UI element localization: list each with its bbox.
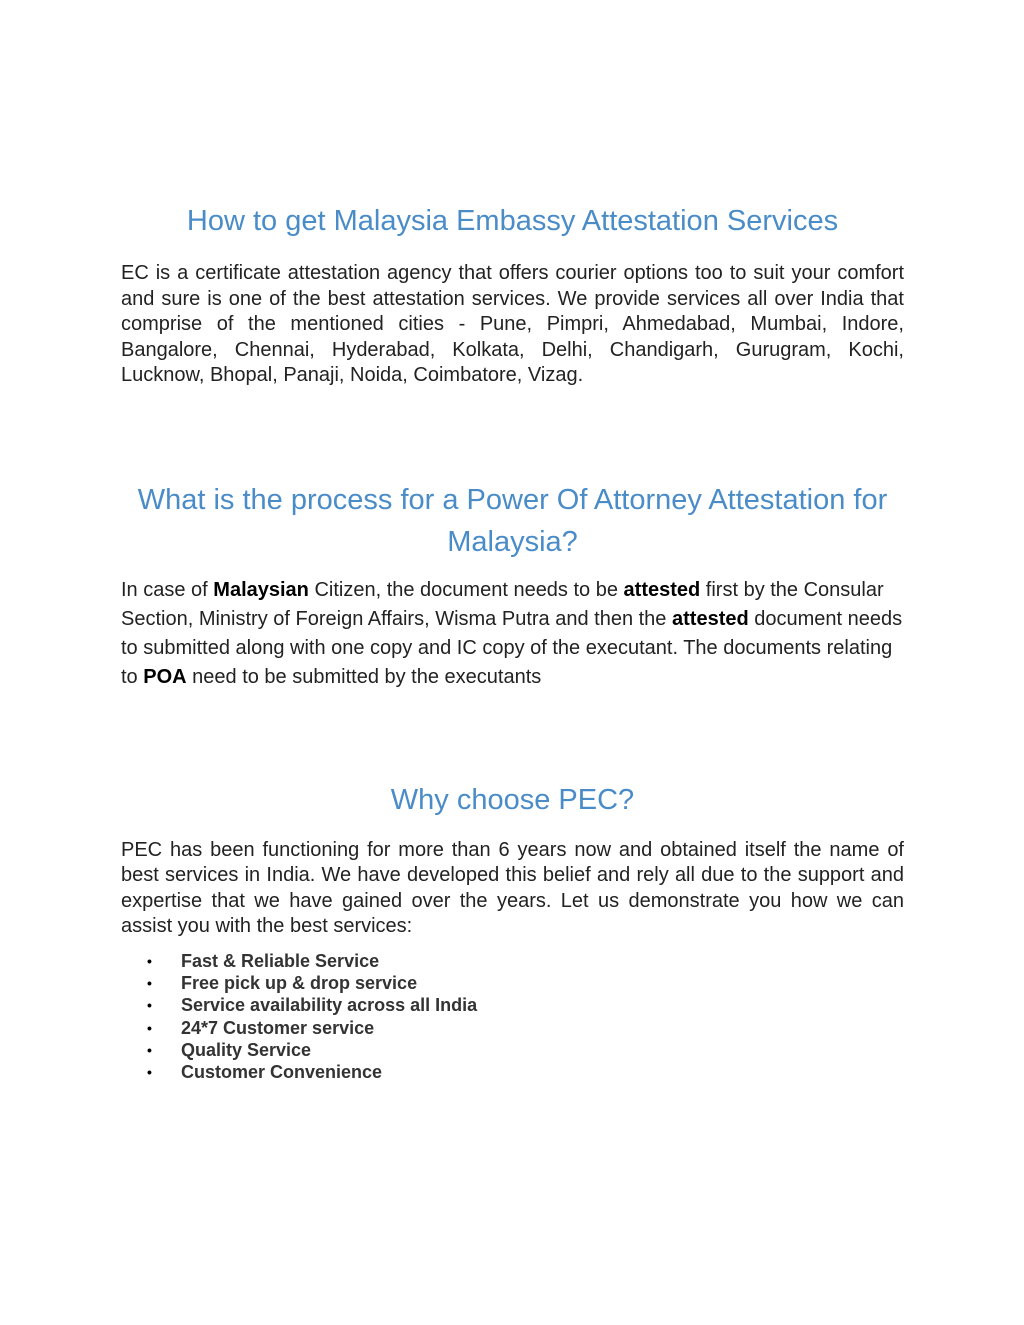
list-item-label: Fast & Reliable Service (181, 951, 380, 971)
bold-malaysian: Malaysian (213, 579, 309, 601)
text-run: need to be submitted by the executants (186, 666, 542, 688)
list-item (121, 994, 904, 1016)
list-item-label: 24*7 Customer service (181, 1017, 375, 1038)
bold-attested: attested (623, 579, 701, 601)
bullet-icon: • (147, 997, 152, 1014)
list-item (121, 972, 904, 994)
feature-list (121, 950, 904, 1083)
list-item (121, 1039, 904, 1061)
bold-attested: attested (672, 608, 749, 630)
list-item (121, 1061, 904, 1083)
text-run: first by the Consular Section, Ministry of Foreign Affairs, Wisma Putra and then the (121, 579, 884, 630)
list-item-label: Quality Service (181, 1039, 312, 1060)
why-choose-paragraph: PEC has been functioning for more than 6 years now and obtained itself the name of best services in India. We have developed this belief and rely all due to the support and expertise that we have gained over the years. Let us demonstrate you how we can assist you with the best services: (121, 839, 904, 937)
list-item (121, 1017, 904, 1039)
list-item-label: Service availability across all India (181, 995, 478, 1016)
bullet-icon: • (147, 1041, 152, 1058)
poa-process-paragraph (121, 576, 904, 692)
section-heading-poa-process: What is the process for a Power Of Attorney Attestation for Malaysia? (137, 484, 888, 558)
bullet-icon: • (147, 953, 152, 969)
text-run: Citizen, the document needs to be (308, 579, 624, 601)
list-item-label: Customer Convenience (181, 1062, 383, 1083)
bold-poa: POA (143, 666, 187, 688)
section-heading-why-choose: Why choose PEC? (390, 784, 635, 816)
section-heading-malaysia-attestation: How to get Malaysia Embassy Attestation Services (186, 205, 839, 237)
intro-paragraph: EC is a certificate attestation agency that offers courier options too to suit your comfort and sure is one of the best attestation services. We provide services all over India that comprise of the mentioned cities - Pune, Pimpri, Ahmedabad, Mumbai, Indore, Bangalore, Chennai, Hyderabad, Kolkata, Delhi, Chandigarh, Gurugram, Kochi, Lucknow, Bhopal, Panaji, Noida, Coimbatore, Vizag. (121, 262, 904, 386)
list-item-label: Free pick up & drop service (181, 973, 418, 994)
bullet-icon: • (147, 1019, 152, 1036)
bullet-icon: • (147, 1064, 152, 1081)
text-run: In case of (121, 579, 214, 601)
list-item (121, 950, 904, 972)
bullet-icon: • (147, 975, 152, 992)
text-run: document needs to submitted along with one copy and IC copy of the executant. The documents relating to (121, 608, 903, 688)
